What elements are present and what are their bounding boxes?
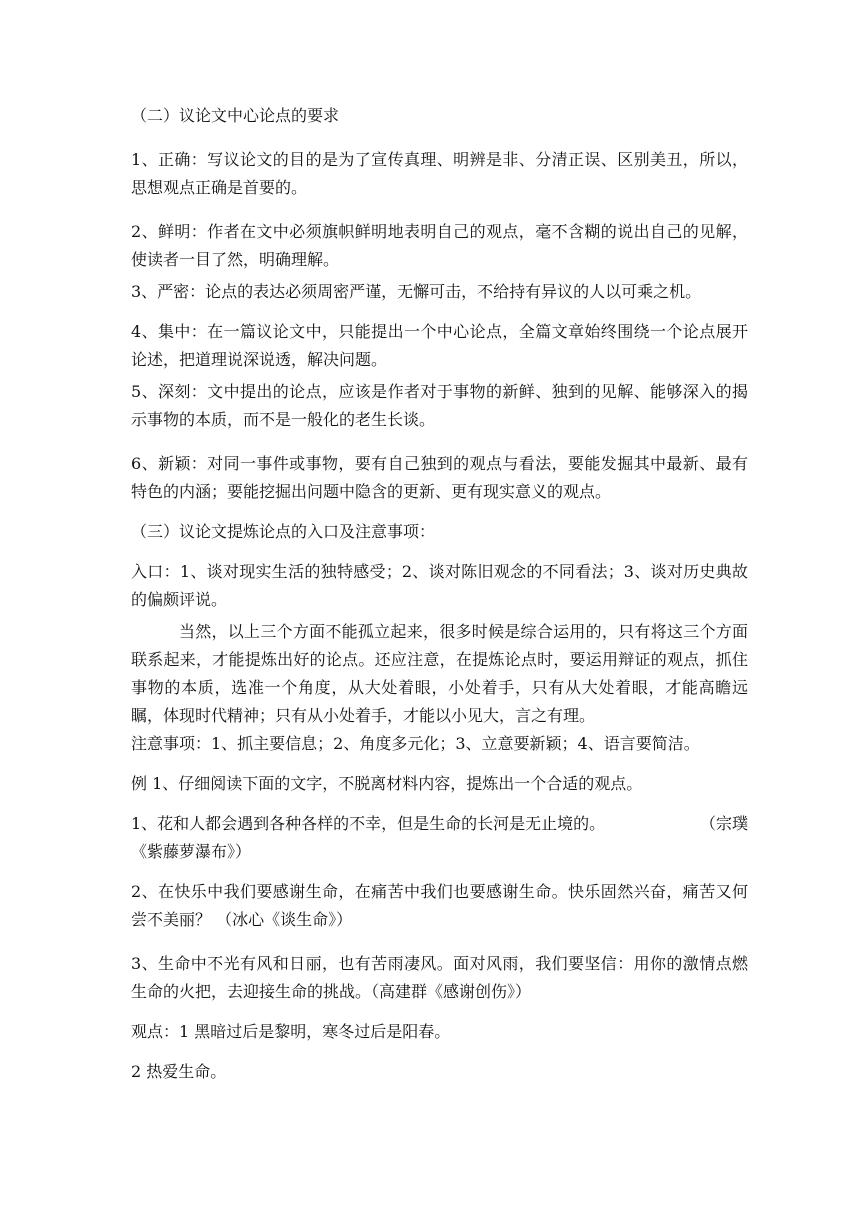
entry-points-paragraph: 入口：1、谈对现实生活的独特感受；2、谈对陈旧观念的不同看法；3、谈对历史典故的偏颇评说。 [131,562,748,609]
example-quote-1-ref-a: （宗璞 [699,814,748,833]
requirement-novel: 6、新颖：对同一事件或事物，要有自己独到的观点与看法，要能发掘其中最新、最有特色的内涵；要能挖掘出问题中隐含的更新、更有现实意义的观点。 [131,454,748,501]
example-intro: 例 1、仔细阅读下面的文字，不脱离材料内容，提炼出一个合适的观点。 [131,774,643,793]
viewpoint-1: 观点：1 黑暗过后是黎明，寒冬过后是阳春。 [131,1022,451,1041]
example-quote-1-ref-b: 《紫藤萝瀑布》） [131,842,252,861]
section-heading-requirements: （二）议论文中心论点的要求 [131,106,340,125]
viewpoint-2: 2 热爱生命。 [131,1062,227,1081]
requirement-profound: 5、深刻：文中提出的论点，应该是作者对于事物的新鲜、独到的见解、能够深入的揭示事物的本质，而不是一般化的老生长谈。 [131,382,748,429]
example-quote-1-text: 1、花和人都会遇到各种各样的不幸，但是生命的长河是无止境的。 [131,814,606,833]
requirement-correct: 1、正确：写议论文的目的是为了宣传真理、明辨是非、分清正误、区别美丑，所以，思想观点正确是首要的。 [131,150,748,197]
requirement-focused: 4、集中：在一篇议论文中，只能提出一个中心论点，全篇文章始终围绕一个论点展开论述，把道理说深说透，解决问题。 [131,322,748,369]
example-quote-3: 3、生命中不光有风和日丽，也有苦雨凄风。面对风雨，我们要坚信：用你的激情点燃生命的火把，去迎接生命的挑战。（高建群《感谢创伤》） [131,954,748,1001]
section-heading-entry-and-notes: （三）议论文提炼论点的入口及注意事项： [131,522,436,541]
requirement-rigorous: 3、严密：论点的表达必须周密严谨，无懈可击，不给持有异议的人以可乘之机。 [131,282,702,301]
explanation-paragraph: 当然，以上三个方面不能孤立起来，很多时候是综合运用的，只有将这三个方面联系起来，才能提炼出好的论点。还应注意，在提炼论点时，要运用辩证的观点，抓住事物的本质，选准一个角度，从大处着眼，小处着手，只有从大处着眼，才能高瞻远瞩，体现时代精神；只有从小处着手，才能以小见大，言之有理。 [131,622,748,725]
example-quote-1 [131,810,748,866]
requirement-clear: 2、鲜明：作者在文中必须旗帜鲜明地表明自己的观点，毫不含糊的说出自己的见解，使读者一目了然，明确理解。 [131,222,748,269]
notes-paragraph: 注意事项：1、抓主要信息；2、角度多元化；3、立意要新颖；4、语言要简洁。 [131,734,700,753]
example-quote-2: 2、在快乐中我们要感谢生命，在痛苦中我们也要感谢生命。快乐固然兴奋，痛苦又何尝不美丽？ （冰心《谈生命》） [131,882,748,929]
